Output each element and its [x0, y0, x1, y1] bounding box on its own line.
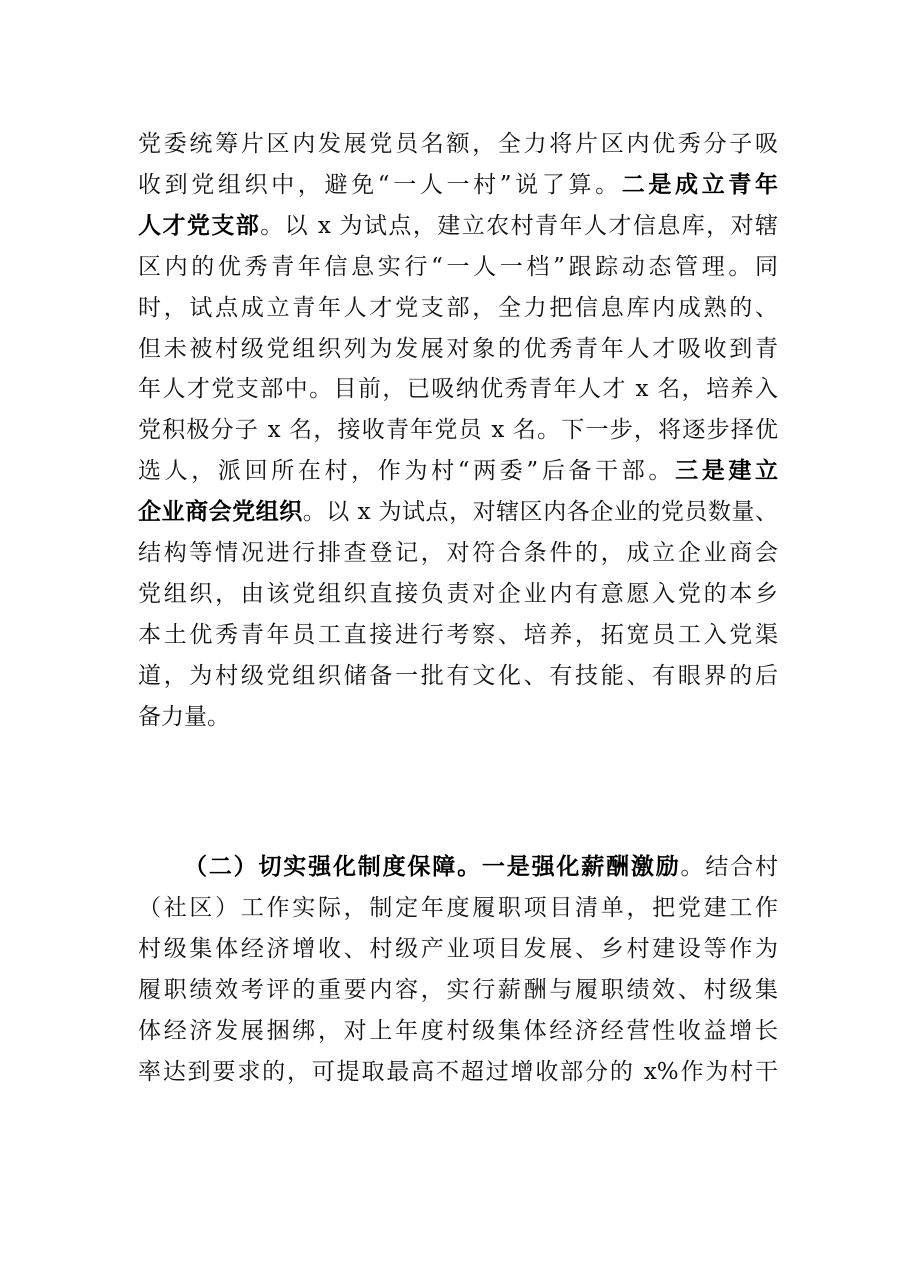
- text-line: [138, 451, 778, 492]
- text-line: [138, 929, 778, 970]
- text-line: [138, 656, 778, 697]
- line-text-after: 。结合村: [680, 854, 779, 880]
- line-bold-text: （二）切实强化制度保障。一是强化薪酬激励: [184, 854, 681, 880]
- line-text: 区内的优秀青年信息实行“一人一档”跟踪动态管理。同: [138, 253, 778, 280]
- text-line: [138, 124, 778, 165]
- line-bold-text: 企业商会党组织: [138, 499, 303, 526]
- line-text: 备力量。: [138, 703, 230, 730]
- text-line: [138, 329, 778, 370]
- line-text: 党组织，由该党组织直接负责对企业内有意愿入党的本乡: [138, 580, 778, 607]
- line-bold-text: 二是成立青年: [621, 171, 778, 198]
- paragraph-1: [138, 124, 778, 738]
- text-line: [138, 288, 778, 329]
- line-text: 履职绩效考评的重要内容，实行薪酬与履职绩效、村级集: [138, 976, 778, 1003]
- text-line: [138, 615, 778, 656]
- text-line: [138, 970, 778, 1011]
- text-line: [138, 1011, 778, 1052]
- line-text: 时，试点成立青年人才党支部，全力把信息库内成熟的、: [138, 294, 778, 321]
- line-text: （社区）工作实际，制定年度履职项目清单，把党建工作: [138, 894, 778, 921]
- text-line: [138, 1052, 778, 1093]
- line-text: 村级集体经济增收、村级产业项目发展、乡村建设等作为: [138, 935, 778, 962]
- text-line: [138, 888, 778, 929]
- line-text: 收到党组织中，避免“一人一村”说了算。: [138, 171, 622, 198]
- line-text: 选人，派回所在村，作为村“两委”后备干部。: [138, 458, 676, 485]
- line-text-after: 。以 x 为试点，建立农村青年人才信息库，对辖: [260, 212, 779, 239]
- line-text: 率达到要求的，可提取最高不超过增收部分的 x%作为村干: [138, 1058, 778, 1085]
- text-line: [138, 165, 778, 206]
- line-bold-text: 人才党支部: [138, 212, 261, 239]
- line-bold-text: 三是建立: [675, 458, 778, 485]
- line-text: 结构等情况进行排查登记，对符合条件的，成立企业商会: [138, 540, 778, 567]
- line-text: 党积极分子 x 名，接收青年党员 x 名。下一步，将逐步择优: [138, 417, 778, 444]
- paragraph-2: [138, 847, 778, 1092]
- line-text-after: 。以 x 为试点，对辖区内各企业的党员数量、: [302, 499, 779, 526]
- text-line: [138, 206, 778, 247]
- line-text: 道，为村级党组织储备一批有文化、有技能、有眼界的后: [138, 662, 778, 689]
- text-line: [138, 697, 778, 738]
- line-text: 年人才党支部中。目前，已吸纳优秀青年人才 x 名，培养入: [138, 376, 778, 403]
- text-line: [138, 574, 778, 615]
- text-line: [138, 847, 778, 888]
- text-line: [138, 410, 778, 451]
- text-line: [138, 533, 778, 574]
- line-text: 党委统筹片区内发展党员名额，全力将片区内优秀分子吸: [138, 131, 778, 157]
- line-text: 但未被村级党组织列为发展对象的优秀青年人才吸收到青: [138, 335, 778, 362]
- text-line: [138, 247, 778, 288]
- text-line: [138, 492, 778, 533]
- text-line: [138, 369, 778, 410]
- line-text: 本土优秀青年员工直接进行考察、培养，拓宽员工入党渠: [138, 621, 778, 648]
- line-text: 体经济发展捆绑，对上年度村级集体经济经营性收益增长: [138, 1017, 778, 1044]
